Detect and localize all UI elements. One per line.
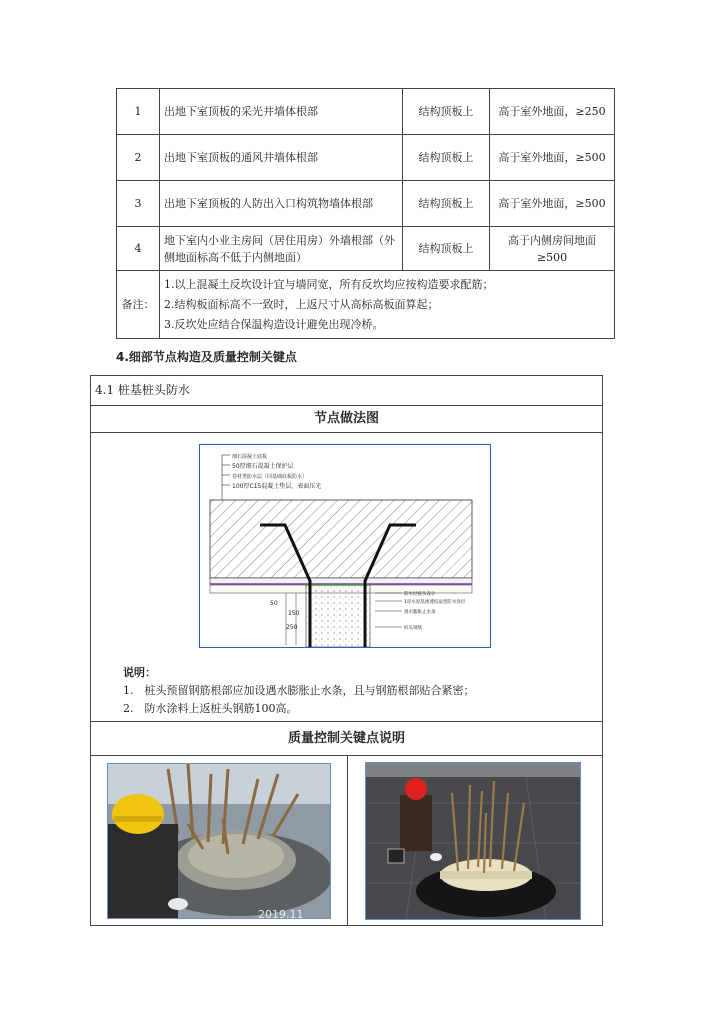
diagram-notes bbox=[123, 664, 475, 718]
worker-coating-pile-image bbox=[366, 763, 581, 920]
diagram-header: 节点做法图 bbox=[91, 406, 602, 433]
note-label: 备注： bbox=[117, 271, 160, 339]
note-item: 2. 防水涂料上返桩头钢筋100高。 bbox=[123, 702, 298, 715]
photo-divider bbox=[347, 756, 348, 925]
pile-head-photo-left bbox=[107, 763, 331, 919]
photo-timestamp: 2019.11 bbox=[258, 908, 304, 919]
diagram-right-label: 防水层接头设计 bbox=[404, 592, 436, 597]
pile-head-photo-right bbox=[365, 762, 581, 920]
dim-50: 50 bbox=[270, 600, 278, 607]
concrete-slab bbox=[210, 500, 472, 578]
row-position: 出地下室顶板的人防出入口构筑物墙体根部 bbox=[160, 181, 403, 227]
row-requirement: 高于室外地面，≥250 bbox=[490, 89, 615, 135]
row-position: 地下室内小业主房间（居住用房）外墙根部（外侧地面标高不低于内侧地面） bbox=[160, 227, 403, 271]
note-cell bbox=[160, 271, 615, 339]
worker-treating-pile-head-image bbox=[108, 764, 331, 919]
qc-header: 质量控制关键点说明 bbox=[91, 722, 602, 756]
dim-250: 250 bbox=[286, 624, 298, 631]
row-location: 结构顶板上 bbox=[403, 181, 490, 227]
row-location: 结构顶板上 bbox=[403, 227, 490, 271]
pile-head-table bbox=[90, 375, 603, 926]
diagram-right-label: 遇水膨胀止水条 bbox=[404, 610, 436, 615]
diagram-label: 100厚C15混凝土垫层，表面压光 bbox=[232, 483, 322, 490]
note-item: 1.以上混凝土反坎设计宜与墙同宽，所有反坎均应按构造要求配筋； bbox=[164, 277, 494, 291]
row-location: 结构顶板上 bbox=[403, 135, 490, 181]
row-position: 出地下室顶板的通风井墙体根部 bbox=[160, 135, 403, 181]
diagram-label: 50厚细石混凝土保护层 bbox=[232, 463, 294, 470]
subsection-title: 4.1 桩基桩头防水 bbox=[91, 376, 602, 406]
node-diagram bbox=[199, 444, 491, 648]
diagram-label: 细石混凝土底板 bbox=[232, 454, 268, 460]
row-position: 出地下室顶板的采光井墙体根部 bbox=[160, 89, 403, 135]
pile bbox=[306, 585, 370, 647]
note-item: 2.结构板面标高不一致时，上返尺寸从高标高板面算起； bbox=[164, 297, 439, 311]
row-location: 结构顶板上 bbox=[403, 89, 490, 135]
notes-title: 说明： bbox=[123, 666, 156, 679]
row-requirement: 高于室外地面，≥500 bbox=[490, 181, 615, 227]
row-number: 3 bbox=[117, 181, 160, 227]
row-requirement: 高于内侧房间地面≥500 bbox=[490, 227, 615, 271]
diagram-label: 卷材类防水层（同基础底板防水） bbox=[232, 474, 308, 480]
reverse-curb-table bbox=[116, 88, 615, 339]
protection-layer bbox=[210, 578, 472, 584]
row-number: 2 bbox=[117, 135, 160, 181]
row-requirement: 高于室外地面，≥500 bbox=[490, 135, 615, 181]
table-row bbox=[117, 181, 615, 227]
section-title: 4.细部节点构造及质量控制关键点 bbox=[116, 350, 297, 364]
diagram-right-label: 桩头钢筋 bbox=[404, 626, 422, 631]
pile-head-section-drawing bbox=[200, 445, 490, 647]
note-item: 1. 桩头预留钢筋根部应加设遇水膨胀止水条，且与钢筋根部贴合紧密； bbox=[123, 684, 475, 697]
table-row bbox=[117, 227, 615, 271]
table-row bbox=[117, 135, 615, 181]
dim-150: 150 bbox=[288, 610, 300, 617]
table-row bbox=[117, 89, 615, 135]
diagram-right-label: 1厚水泥基渗透结晶型防水涂层 bbox=[404, 600, 466, 605]
row-number: 1 bbox=[117, 89, 160, 135]
row-number: 4 bbox=[117, 227, 160, 271]
note-item: 3.反坎处应结合保温构造设计避免出现冷桥。 bbox=[164, 317, 384, 331]
table-row bbox=[117, 271, 615, 339]
